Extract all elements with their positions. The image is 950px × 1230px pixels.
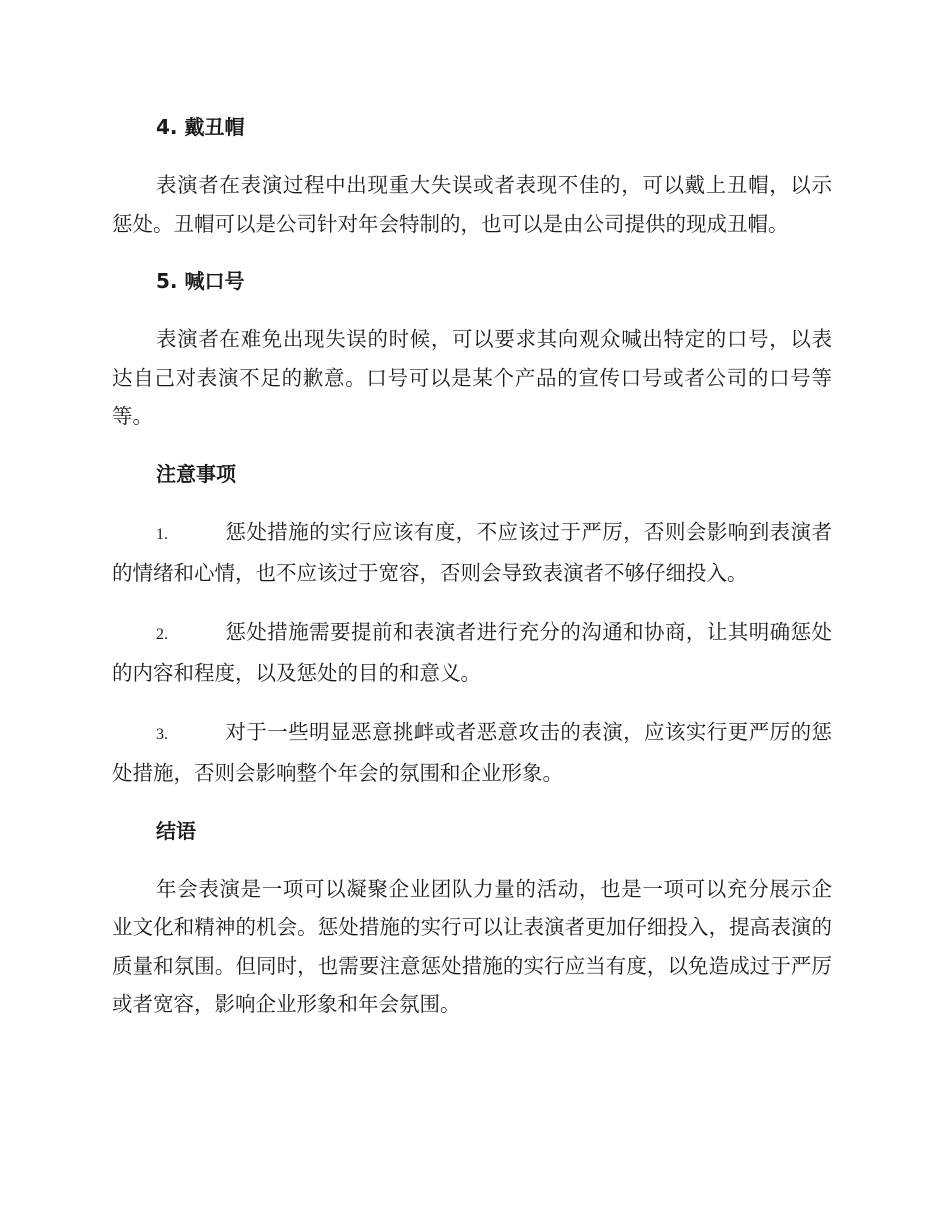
notes-heading: 注意事项 [156,461,236,486]
notes-item [112,713,832,793]
list-number: 2. [156,625,168,643]
notes-item [112,613,832,693]
list-text: 惩处措施需要提前和表演者进行充分的沟通和协商，让其明确惩处的内容和程度，以及惩处的目的和意义。 [112,619,832,685]
list-number: 1. [156,525,168,543]
list-text: 对于一些明显恶意挑衅或者恶意攻击的表演，应该实行更严厉的惩处措施，否则会影响整个年会的氛围和企业形象。 [112,719,832,785]
list-text: 惩处措施的实行应该有度，不应该过于严厉，否则会影响到表演者的情绪和心情，也不应该过于宽容，否则会导致表演者不够仔细投入。 [112,519,832,585]
section-paragraph-ugly-hat: 表演者在表演过程中出现重大失误或者表现不佳的，可以戴上丑帽，以示惩处。丑帽可以是公司针对年会特制的，也可以是由公司提供的现成丑帽。 [112,173,832,236]
notes-item [112,513,832,593]
conclusion-heading: 结语 [156,818,196,843]
list-number: 3. [156,725,168,743]
section-heading-slogan: 5. 喊口号 [156,269,245,293]
section-heading-ugly-hat: 4. 戴丑帽 [156,115,245,139]
document-page [112,108,832,1024]
section-paragraph-slogan: 表演者在难免出现失误的时候，可以要求其向观众喊出特定的口号，以表达自己对表演不足的歉意。口号可以是某个产品的宣传口号或者公司的口号等等。 [112,327,832,428]
conclusion-paragraph: 年会表演是一项可以凝聚企业团队力量的活动，也是一项可以充分展示企业文化和精神的机会。惩处措施的实行可以让表演者更加仔细投入，提高表演的质量和氛围。但同时，也需要注意惩处措施的实行应当有度，以免造成过于严厉或者宽容，影响企业形象和年会氛围。 [112,876,832,1016]
